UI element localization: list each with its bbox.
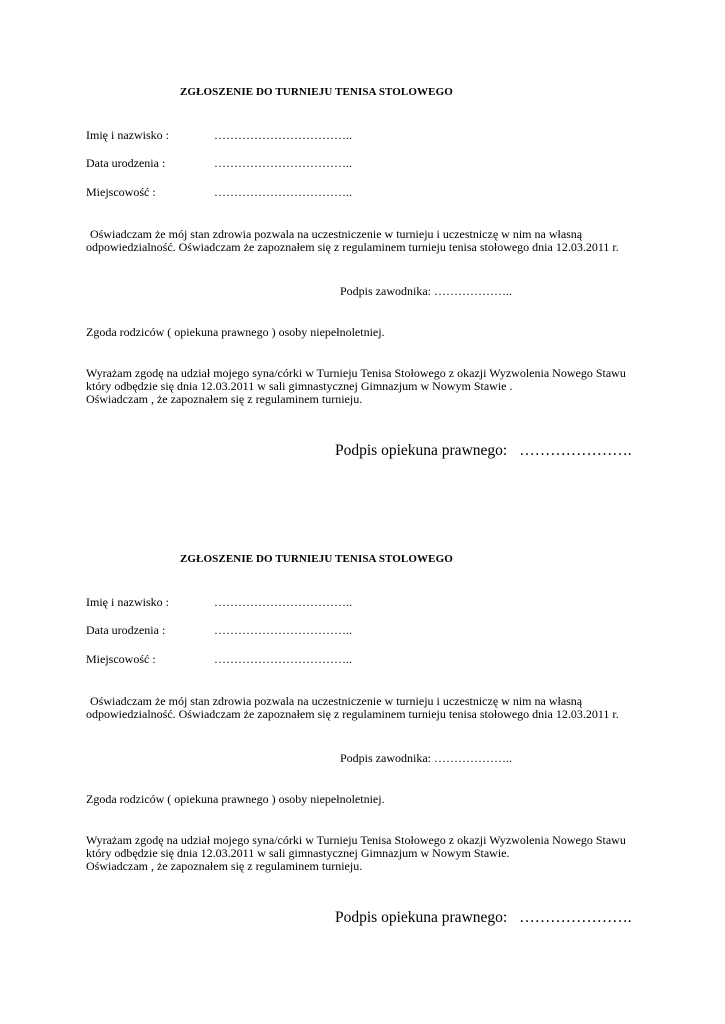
declaration-line: odpowiedzialność. Oświadczam że zapoznałem się z regulaminem turnieju tenisa stołowego dnia 12.03.2011 r.: [86, 240, 619, 254]
form-title: ZGŁOSZENIE DO TURNIEJU TENISA STOLOWEGO: [180, 86, 453, 98]
consent-line: który odbędzie się dnia 12.03.2011 w sali gimnastycznej Gimnazjum w Nowym Stawie.: [86, 846, 510, 860]
birthdate-label: Data urodzenia :: [86, 156, 166, 170]
consent-line: Oświadczam , że zapoznałem się z regulaminem turnieju.: [86, 392, 363, 406]
declaration-line: odpowiedzialność. Oświadczam że zapoznałem się z regulaminem turnieju tenisa stołowego dnia 12.03.2011 r.: [86, 707, 619, 721]
registration-form-2: [0, 467, 725, 937]
guardian-signature[interactable]: [335, 442, 632, 460]
health-declaration: [86, 228, 619, 254]
guardian-signature[interactable]: [335, 909, 632, 927]
health-declaration: [86, 695, 619, 721]
parental-consent: [86, 834, 626, 873]
name-field[interactable]: ……………………………..: [214, 128, 352, 142]
town-label: Miejscowość :: [86, 652, 156, 666]
town-label: Miejscowość :: [86, 185, 156, 199]
town-field[interactable]: ……………………………..: [214, 652, 352, 666]
consent-line: Wyrażam zgodę na udział mojego syna/córki w Turnieju Tenisa Stołowego z okazji Wyzwolenia Nowego Stawu: [86, 833, 626, 847]
consent-line: Wyrażam zgodę na udział mojego syna/córki w Turnieju Tenisa Stołowego z okazji Wyzwolenia Nowego Stawu: [86, 366, 626, 380]
consent-heading: Zgoda rodziców ( opiekuna prawnego ) osoby niepełnoletniej.: [86, 325, 385, 339]
player-signature[interactable]: Podpis zawodnika: ………………..: [340, 751, 512, 765]
birthdate-field[interactable]: ……………………………..: [214, 623, 352, 637]
birthdate-label: Data urodzenia :: [86, 623, 166, 637]
declaration-line: Oświadczam że mój stan zdrowia pozwala na uczestniczenie w turnieju i uczestniczę w nim na własną: [90, 694, 583, 708]
registration-form-1: [0, 0, 725, 470]
consent-line: który odbędzie się dnia 12.03.2011 w sali gimnastycznej Gimnazjum w Nowym Stawie .: [86, 379, 513, 393]
name-field[interactable]: ……………………………..: [214, 595, 352, 609]
player-signature[interactable]: Podpis zawodnika: ………………..: [340, 284, 512, 298]
declaration-line: Oświadczam że mój stan zdrowia pozwala na uczestniczenie w turnieju i uczestniczę w nim na własną: [90, 227, 583, 241]
town-field[interactable]: ……………………………..: [214, 185, 352, 199]
guardian-signature-dots[interactable]: ………………….: [519, 909, 632, 926]
form-title: ZGŁOSZENIE DO TURNIEJU TENISA STOLOWEGO: [180, 553, 453, 565]
birthdate-field[interactable]: ……………………………..: [214, 156, 352, 170]
consent-line: Oświadczam , że zapoznałem się z regulaminem turnieju.: [86, 859, 363, 873]
guardian-signature-dots[interactable]: ………………….: [519, 442, 632, 459]
consent-heading: Zgoda rodziców ( opiekuna prawnego ) osoby niepełnoletniej.: [86, 792, 385, 806]
guardian-signature-label: Podpis opiekuna prawnego:: [335, 442, 508, 459]
name-label: Imię i nazwisko :: [86, 128, 169, 142]
guardian-signature-label: Podpis opiekuna prawnego:: [335, 909, 508, 926]
parental-consent: [86, 367, 626, 406]
name-label: Imię i nazwisko :: [86, 595, 169, 609]
